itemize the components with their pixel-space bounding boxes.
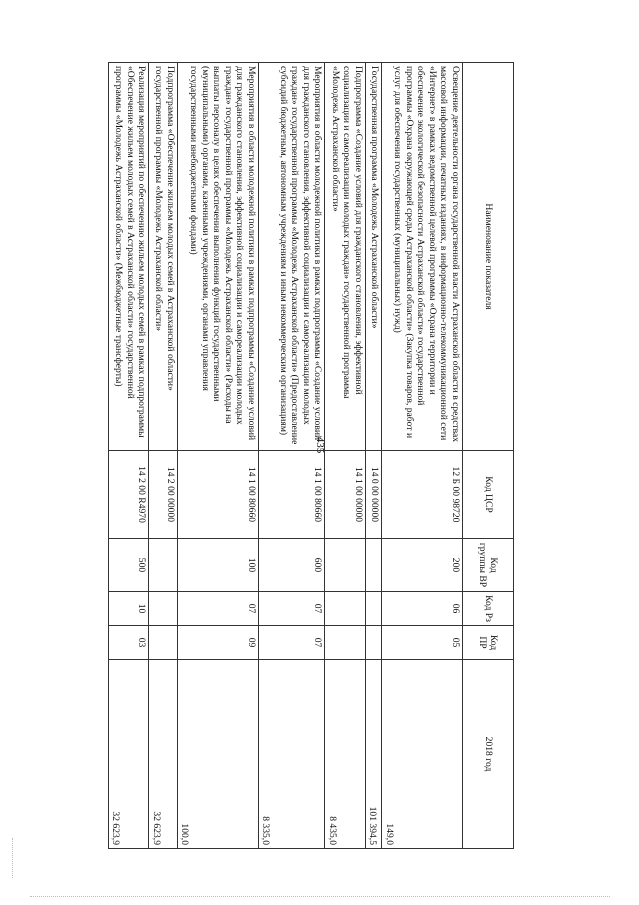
row-vr — [365, 539, 381, 592]
table-row — [177, 63, 258, 849]
row-amount: 32 623,9 — [109, 660, 150, 849]
header-name: Наименование показателя — [463, 63, 514, 451]
row-csr: 12 Б 00 98720 — [382, 451, 463, 539]
header-csr: Код ЦСР — [463, 451, 514, 539]
budget-table — [108, 62, 514, 849]
table-row — [365, 63, 381, 849]
table-header-row — [463, 63, 514, 849]
row-pr: 05 — [382, 626, 463, 660]
table-row — [258, 63, 325, 849]
row-rz: 10 — [109, 592, 150, 626]
row-vr: 100 — [177, 539, 258, 592]
table-row — [109, 63, 150, 849]
row-pr — [325, 626, 365, 660]
header-year: 2018 год — [463, 660, 514, 849]
row-csr: 14 2 00 00000 — [149, 451, 177, 539]
row-vr — [149, 539, 177, 592]
row-name: Государственная программа «Молодежь Астраханской области» — [365, 63, 381, 451]
row-name: Освещение деятельности органа государственной власти Астраханской области в средствах массовой информации, печатных изданиях, в информационно-телекоммуникационной сети «Интернет» в рамках ведомственной целевой программы «Охрана территории и обеспечение экологической безопасности Астраханской области» государственной программы «Охрана окружающей среды Астраханской области» (Закупка товаров, работ и услуг для обеспечения государственных (муниципальных) нужд) — [382, 63, 463, 451]
header-rz: Код Рз — [463, 592, 514, 626]
row-name: Реализация мероприятий по обеспечению жильем молодых семей в рамках подпрограммы «Обеспечение жильем молодых семей в Астраханской области» государственной программы «Молодежь Астраханской области» (Межбюджетные трансферты) — [109, 63, 150, 451]
row-vr: 500 — [109, 539, 150, 592]
budget-table-container — [108, 62, 514, 848]
row-pr — [365, 626, 381, 660]
row-rz: 06 — [382, 592, 463, 626]
row-pr: 09 — [177, 626, 258, 660]
row-amount: 8 335,0 — [258, 660, 325, 849]
header-pr: Код ПР — [463, 626, 514, 660]
row-rz: 07 — [258, 592, 325, 626]
header-vr: Код группы ВР — [463, 539, 514, 592]
row-pr: 03 — [109, 626, 150, 660]
row-vr — [325, 539, 365, 592]
row-vr: 600 — [258, 539, 325, 592]
row-csr: 14 2 00 R4970 — [109, 451, 150, 539]
row-amount: 8 435,0 — [325, 660, 365, 849]
row-amount: 100,0 — [177, 660, 258, 849]
row-rz — [149, 592, 177, 626]
table-row — [149, 63, 177, 849]
scan-edge-bottom — [30, 896, 610, 898]
row-csr: 14 1 00 80660 — [258, 451, 325, 539]
row-name: Подпрограмма «Создание условий для гражданского становления, эффективной социализации и самореализации молодых граждан» государственной программы «Молодежь Астраханской области» — [325, 63, 365, 451]
row-csr: 14 1 00 00000 — [325, 451, 365, 539]
row-pr: 07 — [258, 626, 325, 660]
table-row — [325, 63, 365, 849]
row-amount: 101 394,5 — [365, 660, 381, 849]
page-number: 435 — [314, 436, 326, 454]
row-vr: 200 — [382, 539, 463, 592]
row-rz — [325, 592, 365, 626]
row-amount: 149,0 — [382, 660, 463, 849]
table-row — [382, 63, 463, 849]
row-csr: 14 0 00 00000 — [365, 451, 381, 539]
row-name: Мероприятия в области молодежной политики в рамках подпрограммы «Создание условий для гражданского становления, эффективной социализации и самореализации молодых граждан» государственной программы «Молодежь Астраханской области» (Расходы на выплаты персоналу в целях обеспечения выполнения функций государственными (муниципальными) органами, казенными учреждениями, органами управления государственными внебюджетными фондами) — [177, 63, 258, 451]
row-pr — [149, 626, 177, 660]
row-csr: 14 1 00 80660 — [177, 451, 258, 539]
row-amount: 32 623,9 — [149, 660, 177, 849]
row-rz — [365, 592, 381, 626]
row-name: Мероприятия в области молодежной политики в рамках подпрограммы «Создание условий для гражданского становления, эффективной социализации и самореализации молодых граждан» государственной программы «Молодежь Астраханской области» (Предоставление субсидий бюджетным, автономным учреждениям и иным некоммерческим организациям) — [258, 63, 325, 451]
scan-edge-left — [12, 838, 14, 878]
row-rz: 07 — [177, 592, 258, 626]
row-name: Подпрограмма «Обеспечение жильем молодых семей в Астраханской области» государственной программы «Молодежь Астраханской области» — [149, 63, 177, 451]
